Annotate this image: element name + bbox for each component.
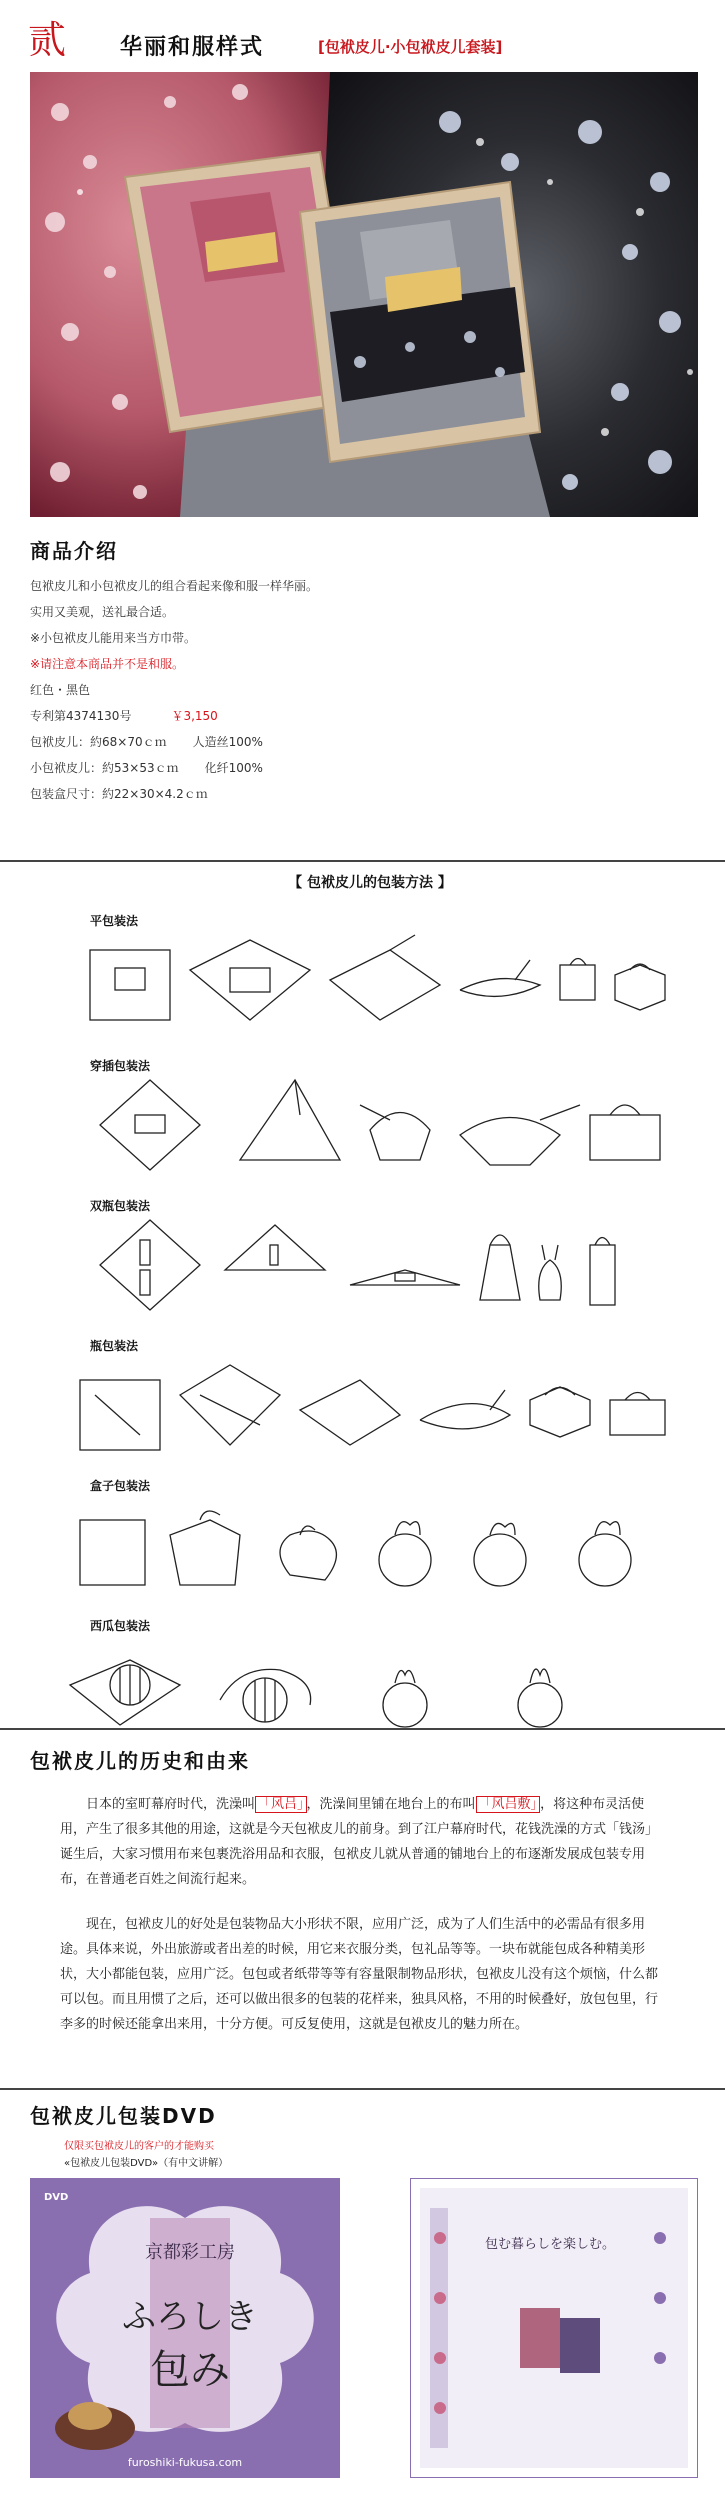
method-box [60, 1477, 680, 1607]
svg-text:包み: 包み [150, 2347, 230, 2393]
wrapping-methods [60, 872, 680, 1722]
intro-colors: 红色・黑色 [30, 683, 91, 697]
intro-line: 包袱皮儿和小包袱皮儿的组合看起来像和服一样华丽。 [30, 579, 319, 593]
divider [0, 2088, 725, 2090]
method-name: 盒子包装法 [90, 1479, 151, 1493]
method-name: 西瓜包装法 [90, 1619, 151, 1633]
history-text: 日本的室町幕府时代，洗澡叫 [86, 1797, 256, 1812]
page-title: 华丽和服样式 [120, 35, 265, 60]
method-double-bottle [60, 1197, 680, 1327]
dvd-section [30, 2100, 698, 2490]
svg-text:京都彩工房: 京都彩工房 [145, 2242, 235, 2263]
divider [0, 1728, 725, 1730]
product-photo [30, 72, 698, 517]
highlight-furo: 「风吕」 [255, 1796, 307, 1813]
intro-line: 实用又美观，送礼最合适。 [30, 605, 175, 619]
material-small: 化纤100% [204, 761, 263, 775]
method-name: 穿插包装法 [90, 1059, 151, 1073]
intro-line: ※小包袱皮儿能用来当方巾带。 [30, 631, 197, 645]
divider [0, 860, 725, 862]
dvd-back-text: 包む暮らしを楽しむ。 [484, 2237, 616, 2252]
method-flat [60, 912, 680, 1042]
size-small: 小包袱皮儿：約53×53ｃｍ [30, 761, 179, 775]
dvd-note: «包袱皮儿包装DVD»（有中文讲解） [64, 2158, 229, 2169]
history-text: ，将这种布灵活使用，产生了很多其他的用途，这就是今天包袱皮儿的前身。到了江户幕府时代，花钱洗澡的方式「钱汤」诞生后，大家习惯用布来包裹洗浴用品和衣服，包袱皮儿就从普通的铺地台上的布逐渐发展成包装专用布，在普通老百姓之间流行起来。 [60, 1797, 659, 1887]
dvd-cover-front [30, 2178, 340, 2478]
product-intro [30, 535, 698, 810]
history-text: ，洗澡间里铺在地台上的布叫 [306, 1797, 476, 1812]
page-subtitle: [包袱皮儿·小包袱皮儿套装] [318, 38, 503, 56]
section-number: 贰 [28, 18, 67, 62]
dvd-url: furoshiki-fukusa.com [127, 2456, 243, 2469]
history-paragraph: 现在，包袱皮儿的好处是包装物品大小形状不限，应用广泛，成为了人们生活中的必需品有很多用途。具体来说，外出旅游或者出差的时候，用它来衣服分类，包礼品等等。一块布就能包成各种精美形状，大小都能包装，应用广泛。包包或者纸带等等有容量限制物品形状，包袱皮儿没有这个烦恼，什么都可以包。而且用惯了之后，还可以做出很多的包装的花样来，独具风格，不用的时候叠好，放包包里，行李多的时候还能拿出来用，十分方便。可反复使用，这就是包袱皮儿的魅力所在。 [60, 1917, 659, 2032]
method-name: 平包装法 [90, 914, 139, 928]
methods-title: 【 包袱皮儿的包装方法 】 [288, 875, 452, 891]
size-large: 包袱皮儿：約68×70ｃｍ [30, 735, 167, 749]
dvd-title: 包袱皮儿包装DVD [30, 2104, 217, 2128]
method-insert [60, 1057, 680, 1187]
svg-text:ふろしき: ふろしき [122, 2297, 258, 2337]
patent-number: 专利第4374130号 [30, 709, 132, 723]
method-name: 瓶包装法 [90, 1339, 139, 1353]
method-name: 双瓶包装法 [90, 1199, 151, 1213]
material-large: 人造丝100% [192, 735, 263, 749]
page-header [0, 0, 725, 72]
history-title: 包袱皮儿的历史和由来 [30, 1749, 250, 1773]
dvd-note: 仅限买包袱皮儿的客户的才能购买 [64, 2141, 214, 2152]
history-section [30, 1745, 698, 2057]
svg-text:DVD: DVD [44, 2192, 69, 2203]
history-paragraph [60, 1792, 668, 1892]
box-size: 包装盒尺寸：約22×30×4.2ｃｍ [30, 787, 208, 801]
intro-title: 商品介绍 [30, 539, 118, 563]
price: ￥3,150 [171, 709, 218, 723]
method-bottle [60, 1337, 680, 1467]
highlight-furoshiki: 「风吕敷」 [476, 1796, 541, 1813]
dvd-cover-back [410, 2178, 698, 2478]
intro-warning: ※请注意本商品并不是和服。 [30, 657, 185, 671]
